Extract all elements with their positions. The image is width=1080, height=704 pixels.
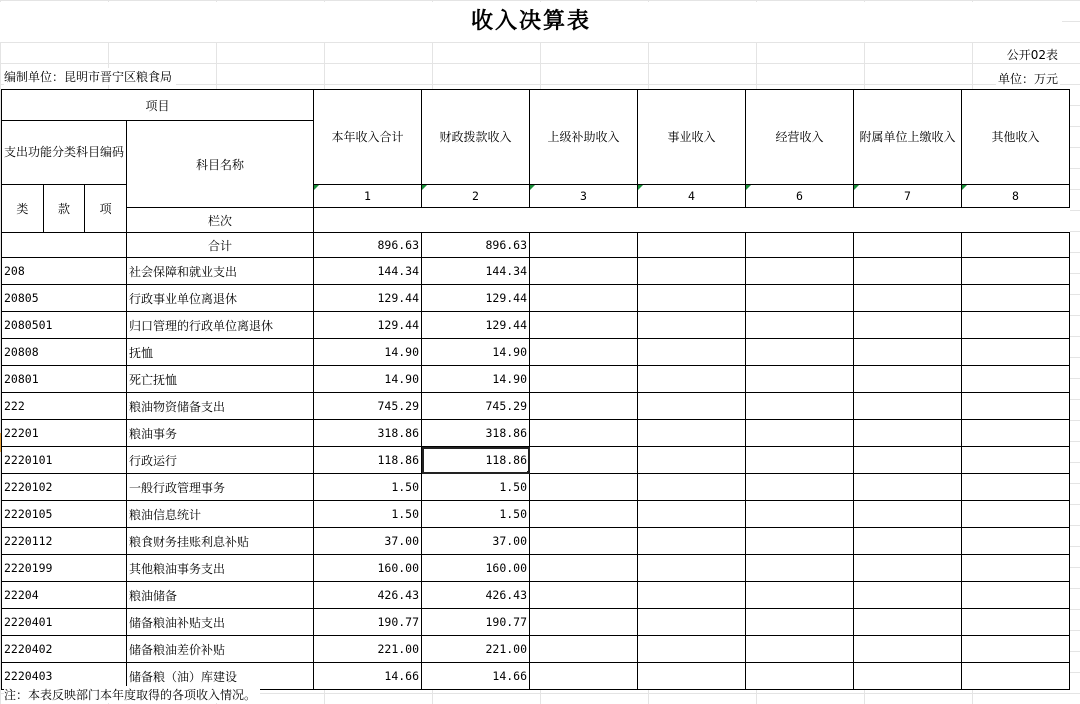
row-col-7[interactable] <box>962 501 1070 528</box>
row-col-5[interactable] <box>746 312 854 339</box>
row-subject-name[interactable]: 粮油信息统计 <box>127 501 314 528</box>
table-row[interactable] <box>2 528 1070 555</box>
row-col-4[interactable] <box>638 312 746 339</box>
row-col-7[interactable] <box>962 447 1070 474</box>
row-col-6[interactable] <box>854 420 962 447</box>
row-col-6[interactable] <box>854 258 962 285</box>
row-col-1[interactable]: 144.34 <box>314 258 422 285</box>
row-col-1[interactable]: 426.43 <box>314 582 422 609</box>
row-code[interactable]: 22201 <box>2 420 127 447</box>
table-row[interactable] <box>2 609 1070 636</box>
header-col-6[interactable]: 附属单位上缴收入 <box>854 90 962 185</box>
row-col-7[interactable] <box>962 312 1070 339</box>
row-code[interactable]: 2220105 <box>2 501 127 528</box>
row-col-7[interactable] <box>962 420 1070 447</box>
header-col-1[interactable]: 本年收入合计 <box>314 90 422 185</box>
row-col-5[interactable] <box>746 447 854 474</box>
row-col-4[interactable] <box>638 447 746 474</box>
row-col-6[interactable] <box>854 609 962 636</box>
header-col-5[interactable]: 经营收入 <box>746 90 854 185</box>
total-col-5[interactable] <box>746 233 854 258</box>
row-col-6[interactable] <box>854 555 962 582</box>
header-col-7[interactable]: 其他收入 <box>962 90 1070 185</box>
row-col-6[interactable] <box>854 582 962 609</box>
total-code-cell[interactable] <box>2 233 127 258</box>
row-subject-name[interactable]: 其他粮油事务支出 <box>127 555 314 582</box>
table-row[interactable] <box>2 447 1070 474</box>
row-col-5[interactable] <box>746 663 854 690</box>
table-row[interactable] <box>2 285 1070 312</box>
row-col-2[interactable]: 118.86 <box>422 447 530 474</box>
total-col-1[interactable]: 896.63 <box>314 233 422 258</box>
total-col-4[interactable] <box>638 233 746 258</box>
row-col-2[interactable]: 14.90 <box>422 339 530 366</box>
row-col-5[interactable] <box>746 366 854 393</box>
row-col-3[interactable] <box>530 447 638 474</box>
row-subject-name[interactable]: 储备粮油差价补贴 <box>127 636 314 663</box>
col-num-2[interactable]: 2 <box>422 185 530 208</box>
row-col-7[interactable] <box>962 663 1070 690</box>
header-lanci[interactable]: 栏次 <box>127 208 314 233</box>
header-col-3[interactable]: 上级补助收入 <box>530 90 638 185</box>
row-col-2[interactable]: 144.34 <box>422 258 530 285</box>
header-func-code[interactable]: 支出功能分类科目编码 <box>2 121 127 185</box>
row-col-7[interactable] <box>962 474 1070 501</box>
row-subject-name[interactable]: 粮油物资储备支出 <box>127 393 314 420</box>
row-col-3[interactable] <box>530 609 638 636</box>
row-col-7[interactable] <box>962 582 1070 609</box>
row-code[interactable]: 22204 <box>2 582 127 609</box>
row-subject-name[interactable]: 粮食财务挂账利息补贴 <box>127 528 314 555</box>
row-col-6[interactable] <box>854 447 962 474</box>
row-subject-name[interactable]: 归口管理的行政单位离退休 <box>127 312 314 339</box>
table-row[interactable] <box>2 312 1070 339</box>
row-col-4[interactable] <box>638 258 746 285</box>
row-code[interactable]: 20801 <box>2 366 127 393</box>
row-subject-name[interactable]: 储备粮油补贴支出 <box>127 609 314 636</box>
col-num-1[interactable]: 1 <box>314 185 422 208</box>
row-col-5[interactable] <box>746 501 854 528</box>
row-col-1[interactable]: 745.29 <box>314 393 422 420</box>
total-col-2[interactable]: 896.63 <box>422 233 530 258</box>
row-col-4[interactable] <box>638 501 746 528</box>
row-col-4[interactable] <box>638 663 746 690</box>
row-col-2[interactable]: 129.44 <box>422 312 530 339</box>
row-col-4[interactable] <box>638 420 746 447</box>
row-col-1[interactable]: 1.50 <box>314 501 422 528</box>
row-col-1[interactable]: 37.00 <box>314 528 422 555</box>
header-item[interactable]: 项目 <box>2 90 314 121</box>
row-col-6[interactable] <box>854 339 962 366</box>
footnote: 注：本表反映部门本年度取得的各项收入情况。 <box>4 686 260 703</box>
header-lei[interactable]: 类 <box>2 185 44 233</box>
row-col-4[interactable] <box>638 555 746 582</box>
row-col-1[interactable]: 160.00 <box>314 555 422 582</box>
row-code[interactable]: 222 <box>2 393 127 420</box>
row-col-2[interactable]: 1.50 <box>422 501 530 528</box>
row-col-6[interactable] <box>854 528 962 555</box>
row-col-3[interactable] <box>530 285 638 312</box>
row-col-7[interactable] <box>962 528 1070 555</box>
row-col-6[interactable] <box>854 663 962 690</box>
row-col-2[interactable]: 37.00 <box>422 528 530 555</box>
row-col-3[interactable] <box>530 555 638 582</box>
row-col-1[interactable]: 221.00 <box>314 636 422 663</box>
table-row[interactable] <box>2 339 1070 366</box>
row-col-1[interactable]: 129.44 <box>314 312 422 339</box>
table-row[interactable] <box>2 393 1070 420</box>
row-col-2[interactable]: 129.44 <box>422 285 530 312</box>
row-subject-name[interactable]: 粮油储备 <box>127 582 314 609</box>
row-col-1[interactable]: 318.86 <box>314 420 422 447</box>
row-subject-name[interactable]: 行政事业单位离退休 <box>127 285 314 312</box>
table-row[interactable] <box>2 501 1070 528</box>
row-col-7[interactable] <box>962 339 1070 366</box>
row-col-7[interactable] <box>962 609 1070 636</box>
row-col-4[interactable] <box>638 285 746 312</box>
row-col-2[interactable]: 745.29 <box>422 393 530 420</box>
row-col-1[interactable]: 14.66 <box>314 663 422 690</box>
header-kuan[interactable]: 款 <box>43 185 85 233</box>
header-col-2[interactable]: 财政拨款收入 <box>422 90 530 185</box>
row-col-4[interactable] <box>638 609 746 636</box>
income-table <box>1 89 1070 690</box>
row-col-1[interactable]: 14.90 <box>314 366 422 393</box>
total-col-7[interactable] <box>962 233 1070 258</box>
row-col-5[interactable] <box>746 420 854 447</box>
row-col-5[interactable] <box>746 339 854 366</box>
row-subject-name[interactable]: 行政运行 <box>127 447 314 474</box>
table-row[interactable] <box>2 636 1070 663</box>
table-row[interactable] <box>2 420 1070 447</box>
row-code[interactable]: 2220402 <box>2 636 127 663</box>
col-num-6[interactable]: 7 <box>854 185 962 208</box>
row-col-4[interactable] <box>638 366 746 393</box>
row-col-7[interactable] <box>962 366 1070 393</box>
row-code[interactable]: 2220102 <box>2 474 127 501</box>
row-subject-name[interactable]: 粮油事务 <box>127 420 314 447</box>
row-col-4[interactable] <box>638 474 746 501</box>
row-col-5[interactable] <box>746 582 854 609</box>
row-col-6[interactable] <box>854 393 962 420</box>
row-subject-name[interactable]: 抚恤 <box>127 339 314 366</box>
row-col-7[interactable] <box>962 636 1070 663</box>
row-col-3[interactable] <box>530 366 638 393</box>
row-col-5[interactable] <box>746 258 854 285</box>
organization-label: 编制单位：昆明市晋宁区粮食局 <box>4 68 176 85</box>
row-col-3[interactable] <box>530 501 638 528</box>
row-col-4[interactable] <box>638 636 746 663</box>
row-col-7[interactable] <box>962 555 1070 582</box>
row-subject-name[interactable]: 死亡抚恤 <box>127 366 314 393</box>
col-num-3[interactable]: 3 <box>530 185 638 208</box>
total-col-6[interactable] <box>854 233 962 258</box>
row-code[interactable]: 2220403 <box>2 663 127 690</box>
row-col-2[interactable]: 221.00 <box>422 636 530 663</box>
total-col-3[interactable] <box>530 233 638 258</box>
form-number: 公开02表 <box>1006 48 1058 62</box>
header-subject-name[interactable]: 科目名称 <box>127 121 314 208</box>
row-col-6[interactable] <box>854 636 962 663</box>
row-col-3[interactable] <box>530 420 638 447</box>
row-col-5[interactable] <box>746 285 854 312</box>
col-num-7[interactable]: 8 <box>962 185 1070 208</box>
row-col-1[interactable]: 14.90 <box>314 339 422 366</box>
row-col-6[interactable] <box>854 312 962 339</box>
row-col-3[interactable] <box>530 339 638 366</box>
row-col-6[interactable] <box>854 285 962 312</box>
row-subject-name[interactable]: 社会保障和就业支出 <box>127 258 314 285</box>
row-col-7[interactable] <box>962 393 1070 420</box>
row-subject-name[interactable]: 一般行政管理事务 <box>127 474 314 501</box>
row-col-5[interactable] <box>746 528 854 555</box>
col-num-4[interactable]: 4 <box>638 185 746 208</box>
sheet-title: 收入决算表 <box>0 2 1062 42</box>
row-subject-name[interactable]: 储备粮（油）库建设 <box>127 663 314 690</box>
row-col-3[interactable] <box>530 474 638 501</box>
row-col-5[interactable] <box>746 555 854 582</box>
row-col-6[interactable] <box>854 474 962 501</box>
row-col-1[interactable]: 190.77 <box>314 609 422 636</box>
total-label[interactable]: 合计 <box>127 233 314 258</box>
row-col-5[interactable] <box>746 609 854 636</box>
row-col-2[interactable]: 190.77 <box>422 609 530 636</box>
row-code[interactable]: 208 <box>2 258 127 285</box>
row-col-2[interactable]: 318.86 <box>422 420 530 447</box>
row-col-3[interactable] <box>530 528 638 555</box>
row-col-3[interactable] <box>530 582 638 609</box>
row-col-1[interactable]: 1.50 <box>314 474 422 501</box>
row-col-3[interactable] <box>530 663 638 690</box>
row-col-1[interactable]: 118.86 <box>314 447 422 474</box>
col-num-5[interactable]: 6 <box>746 185 854 208</box>
row-col-7[interactable] <box>962 258 1070 285</box>
row-col-3[interactable] <box>530 393 638 420</box>
row-col-2[interactable]: 1.50 <box>422 474 530 501</box>
row-code[interactable]: 2220101 <box>2 447 127 474</box>
row-code[interactable]: 20805 <box>2 285 127 312</box>
row-code[interactable]: 2080501 <box>2 312 127 339</box>
table-row[interactable] <box>2 582 1070 609</box>
table-row[interactable] <box>2 555 1070 582</box>
row-col-2[interactable]: 14.66 <box>422 663 530 690</box>
row-col-3[interactable] <box>530 636 638 663</box>
table-row[interactable] <box>2 366 1070 393</box>
header-xiang[interactable]: 项 <box>85 185 127 233</box>
row-col-6[interactable] <box>854 366 962 393</box>
row-col-1[interactable]: 129.44 <box>314 285 422 312</box>
row-col-6[interactable] <box>854 501 962 528</box>
row-col-4[interactable] <box>638 393 746 420</box>
table-row[interactable] <box>2 474 1070 501</box>
unit-label: 单位：万元 <box>997 72 1058 86</box>
row-col-4[interactable] <box>638 528 746 555</box>
row-col-3[interactable] <box>530 258 638 285</box>
row-col-4[interactable] <box>638 582 746 609</box>
row-col-5[interactable] <box>746 636 854 663</box>
row-col-7[interactable] <box>962 285 1070 312</box>
row-col-2[interactable]: 14.90 <box>422 366 530 393</box>
row-col-5[interactable] <box>746 474 854 501</box>
row-code[interactable]: 2220112 <box>2 528 127 555</box>
row-code[interactable]: 2220199 <box>2 555 127 582</box>
row-code[interactable]: 20808 <box>2 339 127 366</box>
row-col-3[interactable] <box>530 312 638 339</box>
row-col-4[interactable] <box>638 339 746 366</box>
row-col-2[interactable]: 426.43 <box>422 582 530 609</box>
row-col-5[interactable] <box>746 393 854 420</box>
row-col-2[interactable]: 160.00 <box>422 555 530 582</box>
header-col-4[interactable]: 事业收入 <box>638 90 746 185</box>
table-row[interactable] <box>2 258 1070 285</box>
row-code[interactable]: 2220401 <box>2 609 127 636</box>
